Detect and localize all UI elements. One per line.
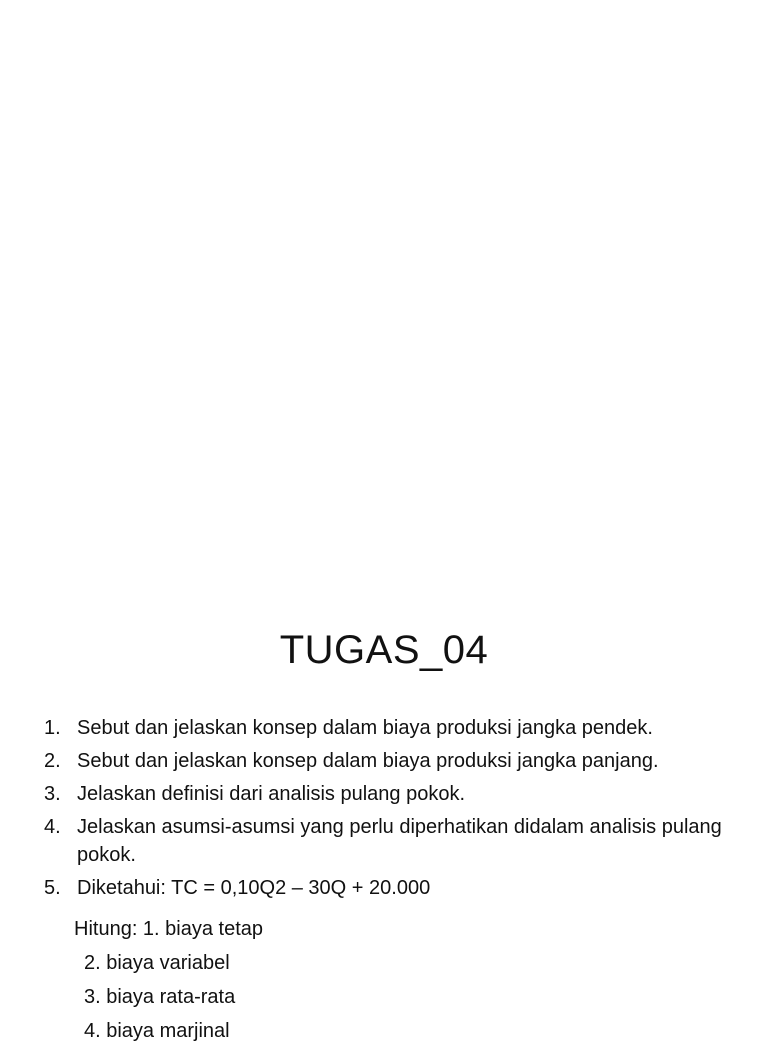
sub-item: 3. biaya rata-rata — [84, 986, 236, 1008]
item-number: 5. — [44, 877, 61, 899]
question-list — [44, 714, 744, 907]
item-text: Diketahui: TC = 0,10Q2 – 30Q + 20.000 — [77, 877, 431, 899]
item-text: Sebut dan jelaskan konsep dalam biaya produksi jangka panjang. — [77, 750, 659, 772]
list-item — [44, 813, 744, 869]
list-item — [44, 747, 744, 775]
item-number: 3. — [44, 783, 61, 805]
sub-item: 4. biaya marjinal — [84, 1020, 230, 1042]
list-item — [44, 714, 744, 742]
item-number: 2. — [44, 750, 61, 772]
list-item — [44, 780, 744, 808]
list-item — [44, 874, 744, 902]
item-number: 4. — [44, 816, 61, 838]
slide-title: TUGAS_04 — [279, 628, 489, 672]
item-number: 1. — [44, 717, 61, 739]
item-text: Sebut dan jelaskan konsep dalam biaya produksi jangka pendek. — [77, 717, 653, 739]
item-text: Jelaskan asumsi-asumsi yang perlu diperhatikan didalam analisis pulang pokok. — [77, 816, 722, 866]
sub-item: 2. biaya variabel — [84, 952, 230, 974]
item-text: Jelaskan definisi dari analisis pulang pokok. — [77, 783, 466, 805]
hitung-line: Hitung: 1. biaya tetap — [74, 918, 264, 940]
